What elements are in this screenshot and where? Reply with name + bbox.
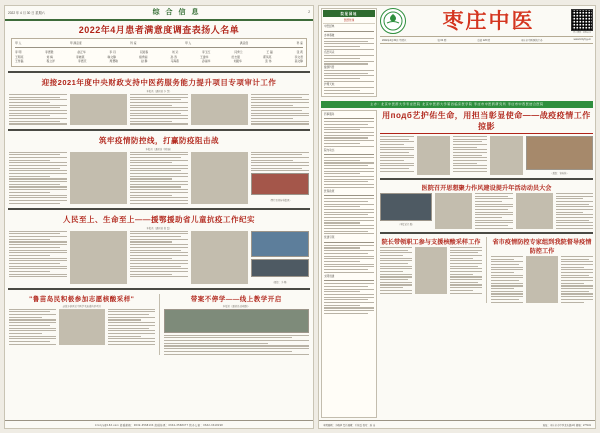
article-photo (251, 173, 309, 195)
photo-caption: （摄影：宣传科） (550, 172, 569, 175)
column-rule (435, 193, 472, 229)
article-headline: 院长带领职工参与支援核酸采样工作 (381, 238, 481, 246)
left-page-number: 2 (308, 10, 310, 14)
qr-label: 官方微信 · 扫码关注 (573, 31, 591, 34)
article-photo (251, 259, 309, 277)
article-headline: 医院召开思想聚力作风建设提升年活动动员大会 (421, 184, 552, 192)
body-text (491, 256, 523, 303)
right-masthead-area (319, 6, 595, 99)
article-byline: 本报讯（通讯员 张 磊） (146, 226, 172, 230)
body-text (130, 152, 188, 204)
side-panel-subtitle: 医德传递 (323, 17, 375, 24)
cell: 赵正华 (77, 50, 86, 55)
side-rule (324, 242, 374, 243)
left-date: 2022 年 4 月 30 日 星期六 (8, 10, 45, 15)
column-rule (70, 231, 128, 284)
cell: 王传磊 (15, 59, 24, 64)
right-page (318, 5, 596, 429)
column-rule (490, 136, 524, 175)
column-rule (191, 152, 249, 204)
cell: 褚秀丽 (139, 54, 148, 59)
column-rule (70, 152, 128, 204)
cell: 李 明 (15, 50, 22, 55)
section-divider (380, 178, 593, 180)
honor-table-row (15, 59, 303, 63)
organization: 枣庄市中医医院主办 (520, 39, 543, 42)
article-photo (251, 231, 309, 257)
photo-caption: （摄影：李 明） (271, 281, 289, 284)
article-headline: 省市疫情防控专家组到我院督导疫情防控工作 (492, 238, 592, 255)
column-rule (70, 94, 128, 125)
nameplate-meta-bar (380, 36, 593, 44)
side-item[interactable]: 护理天地 (324, 82, 335, 86)
section-divider (8, 129, 310, 131)
cell: 李德胜 (45, 50, 54, 55)
column-rule (526, 256, 558, 303)
body-text (475, 193, 512, 229)
side-item[interactable]: 医保政策 (324, 189, 335, 193)
left-masthead (5, 6, 313, 19)
column-rule (486, 237, 487, 303)
body-text (9, 309, 56, 345)
footer-address: 地址：枣庄市市中区龙头路1号 邮编：277101 (542, 424, 591, 427)
cell: 马海燕 (170, 59, 179, 64)
col-head: 甲 人 (184, 41, 192, 45)
article-byline: 获批多条医采中医学术流涨传承项目 (62, 304, 101, 308)
side-item[interactable]: 药事服务 (324, 112, 335, 116)
cell: 李德庆 (78, 59, 87, 64)
body-text (251, 94, 309, 125)
side-item[interactable]: 杏林春暖 (324, 33, 335, 37)
cell: 郭凤英 (263, 54, 272, 59)
body-text (251, 152, 309, 172)
lead-article (380, 110, 593, 175)
column-rule (516, 193, 553, 229)
right-content (319, 108, 595, 420)
article-photo (164, 309, 310, 333)
section-divider (380, 232, 593, 234)
lead-photo (526, 136, 593, 170)
article-life-first (5, 212, 313, 286)
body-text (556, 193, 593, 229)
cell: 闫秀兰 (234, 50, 243, 55)
cell: 闫迎春 (139, 50, 149, 55)
column-rule (417, 136, 451, 175)
cell: 田志强 (231, 54, 240, 59)
body-text (561, 256, 593, 303)
cell: 韩文静 (107, 54, 116, 59)
right-side-column (321, 110, 377, 418)
body-text (9, 94, 67, 125)
cell: 高文静 (294, 59, 303, 64)
side-panel-title: 院报园地 (323, 10, 375, 17)
cell: 孙 涛 (170, 54, 177, 59)
cell: 李 丹 (109, 50, 116, 55)
honor-list-title: 2022年4月患者满意度调查表扬人名单 (78, 25, 240, 35)
column-rule (159, 294, 160, 355)
body-text (130, 231, 188, 284)
article-epidemic-defense (5, 133, 313, 206)
col-head: 甲 满意度 (69, 41, 82, 45)
cell: 张 莉 (296, 50, 303, 55)
body-text (380, 247, 412, 294)
column-rule (191, 94, 249, 125)
side-item[interactable]: 院内动态 (324, 148, 335, 152)
body-text (9, 231, 67, 284)
cell: 李晓燕 (76, 54, 85, 59)
article-headline: "鲁苗岛民积极参加志愿核酸采样" (29, 295, 135, 303)
sponsor-band: 主办：北京中医药大学枣庄医院 北京中医药大学第四临床医学院 枣庄市中医药研究所 枣庄市中西医结合医院 (321, 101, 593, 108)
side-item[interactable]: 健康科普 (324, 65, 335, 69)
article-byline: 本报讯（通讯员 李 慧） (146, 89, 172, 93)
honor-table-header (15, 41, 303, 45)
cell: 张 伟 (265, 59, 272, 64)
photo-caption: （本报记者 摄） (397, 223, 415, 226)
website-url[interactable]: www.bzzyhyy.cn (573, 38, 591, 41)
article-headline: 筑牢疫情防控线，打赢防疫阻击战 (99, 135, 219, 145)
issue-date: 2022年4月30日 星期六 (382, 39, 407, 42)
side-rule (324, 280, 374, 281)
right-footer (319, 420, 595, 428)
side-rule (324, 154, 374, 155)
newspaper-title: 枣庄中医 (442, 9, 535, 33)
right-main-column (380, 110, 593, 418)
article-byline: 本报讯（通讯员 孙晓静） (222, 304, 250, 308)
side-rule (324, 118, 374, 119)
col-head: 科 室 (130, 41, 137, 45)
cell: 王明亮 (15, 54, 24, 59)
cell: 刘振华 (233, 59, 242, 64)
side-item[interactable]: 中医经典 (324, 25, 335, 28)
body-text (130, 94, 188, 125)
body-text (164, 335, 310, 355)
side-rule (324, 195, 374, 196)
left-page (4, 5, 314, 429)
column-rule (191, 231, 249, 284)
section-divider (8, 288, 310, 290)
hospital-logo-icon (380, 8, 406, 34)
cell: 周慧敏 (109, 59, 118, 64)
col-head: 科 室 (296, 41, 303, 45)
column-rule (415, 247, 447, 294)
col-head: 甲 人 (15, 41, 22, 45)
cell: 赵 静 (141, 59, 148, 64)
side-item[interactable]: 名医风采 (324, 50, 335, 54)
article-audit (5, 75, 313, 127)
issue-volume: 第 04 期 (437, 39, 447, 42)
table-rule (15, 47, 303, 48)
bottom-article-row (5, 292, 313, 357)
honor-list-block (5, 21, 313, 69)
body-text (453, 136, 487, 175)
bottom-article-row (380, 237, 593, 303)
body-text (380, 136, 414, 175)
photo-caption: （图片由宣传科提供） (268, 200, 292, 203)
left-footer: zzszyy@163.com 投稿邮箱：0632-3568133 投稿传真：0632-3568077 院办公室：0632-3318198 (5, 420, 313, 428)
body-text (450, 247, 482, 294)
column-rule (59, 309, 106, 345)
left-section-title: 综 合 信 息 (152, 9, 201, 16)
cell: 李玉红 (202, 50, 211, 55)
qr-code[interactable] (571, 9, 593, 31)
body-text (108, 309, 155, 345)
cell: 程立洋 (46, 59, 55, 64)
col-head: 满意度 (239, 41, 249, 45)
honor-name-table (11, 38, 307, 67)
lead-headline: 用подб艺护佑生命，用担当彰显使命——战疫疫情工作掠影 (382, 110, 591, 131)
cell: 王建华 (200, 54, 209, 59)
cell: 王 磊 (266, 50, 273, 55)
side-item[interactable]: 文明创建 (324, 274, 335, 278)
article-headline: 迎接2021年度中央财政支持中医药服务能力提升项目专项审计工作 (41, 77, 277, 87)
article-headline: 带案不停学——线上教学开启 (190, 295, 282, 303)
section-divider (8, 208, 310, 210)
issue-total: 总第 126 期 (477, 39, 490, 42)
footer-editor: 本期编辑：李晓华 责任编辑：王传磊 校对：孙 涛 (323, 424, 376, 427)
body-text (9, 152, 67, 204)
article-mobilization (380, 183, 593, 229)
side-item[interactable]: 党建引领 (324, 236, 335, 240)
headline-rule (380, 133, 593, 134)
article-byline: 本报讯（通讯员 王晓霞） (145, 147, 173, 151)
cell: 刘 梅 (46, 54, 53, 59)
cell: 刘 运 (171, 50, 179, 55)
article-headline: 人民至上、生命至上——援鄂援助省儿童抗疫工作纪实 (63, 214, 255, 224)
article-photo (380, 193, 432, 221)
cell: 孙丽华 (202, 59, 211, 64)
section-divider (8, 71, 310, 73)
side-rule (324, 31, 374, 32)
cell: 李文君 (294, 54, 303, 59)
nameplate (380, 8, 593, 97)
side-panel (321, 8, 377, 97)
